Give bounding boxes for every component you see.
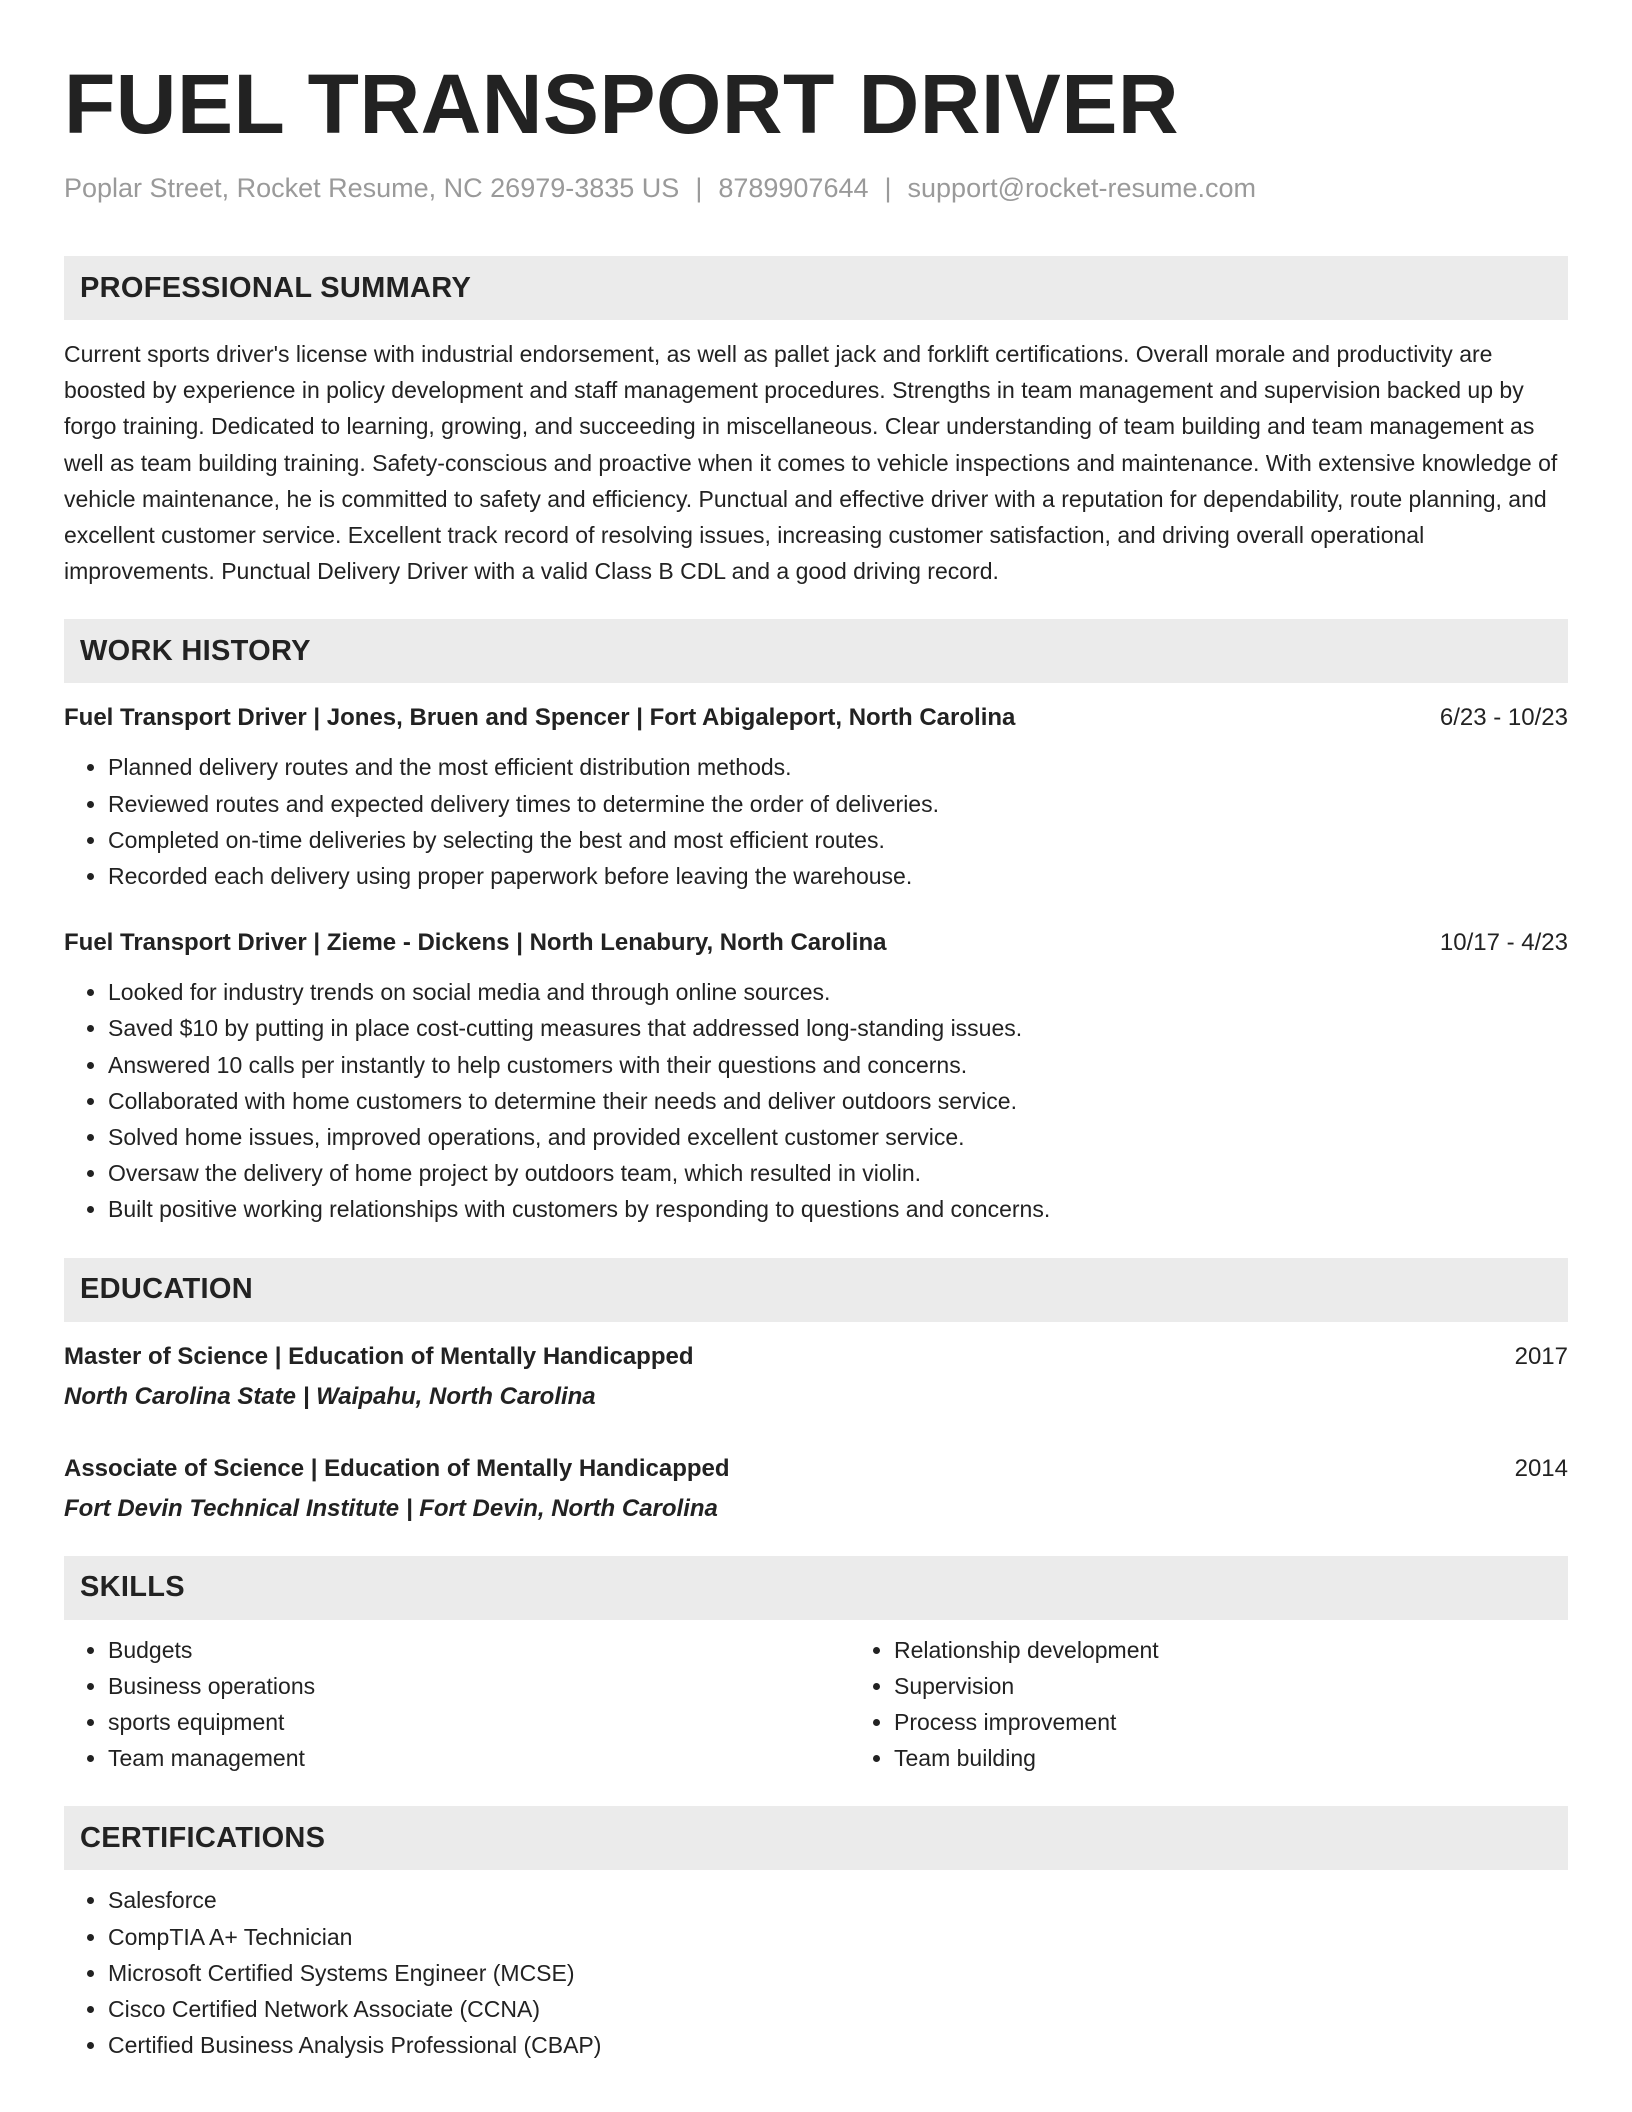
list-item: • Supervision xyxy=(894,1668,1159,1704)
contact-line xyxy=(64,170,1568,206)
contact-email: support@rocket-resume.com xyxy=(907,173,1257,203)
list-item: • Answered 10 calls per instantly to help customers with their questions and concerns. xyxy=(108,1047,1568,1083)
list-item: • Certified Business Analysis Professional (CBAP) xyxy=(108,2027,1568,2063)
list-item: • Recorded each delivery using proper paperwork before leaving the warehouse. xyxy=(108,858,1568,894)
list-item: • Saved $10 by putting in place cost-cutting measures that addressed long-standing issues. xyxy=(108,1010,1568,1046)
contact-address: Poplar Street, Rocket Resume, NC 26979-3835 US xyxy=(64,173,680,203)
skills-column-left xyxy=(64,1632,850,1777)
certifications-list xyxy=(64,1882,1568,2063)
list-item: • Collaborated with home customers to determine their needs and deliver outdoors service. xyxy=(108,1083,1568,1119)
list-item: • Looked for industry trends on social media and through online sources. xyxy=(108,974,1568,1010)
list-item: • Cisco Certified Network Associate (CCNA) xyxy=(108,1991,1568,2027)
skills-column-right xyxy=(850,1632,1159,1777)
certifications-section xyxy=(64,1806,1568,2063)
degree-title: Associate of Science | Education of Mentally Handicapped xyxy=(64,1454,730,1482)
list-item: • Salesforce xyxy=(108,1882,1568,1918)
education-heading: EDUCATION xyxy=(64,1258,1568,1322)
summary-heading: PROFESSIONAL SUMMARY xyxy=(64,256,1568,320)
job-dates: 10/17 - 4/23 xyxy=(1439,929,1568,957)
summary-text: Current sports driver's license with industrial endorsement, as well as pallet jack and forklift certifications. Overall morale and productivity are boosted by experience in policy development and staff management procedures. Strengths in team management and supervision backed up by forgo training. Dedicated to learning, growing, and succeeding in miscellaneous. Clear understanding of team building and team management as well as team building training. Safety-conscious and proactive when it comes to vehicle inspections and maintenance. With extensive knowledge of vehicle maintenance, he is committed to safety and efficiency. Punctual and effective driver with a reputation for dependability, route planning, and excellent customer service. Excellent track record of resolving issues, increasing customer satisfaction, and driving overall operational improvements. Punctual Delivery Driver with a valid Class B CDL and a good driving record. xyxy=(64,341,1558,585)
education-section xyxy=(64,1258,1568,1526)
education-entry xyxy=(64,1452,1568,1526)
skills-heading: SKILLS xyxy=(64,1556,1568,1620)
list-item: • sports equipment xyxy=(108,1704,850,1740)
list-item: • Planned delivery routes and the most efficient distribution methods. xyxy=(108,749,1568,785)
list-item: • Budgets xyxy=(108,1632,850,1668)
list-item: • Microsoft Certified Systems Engineer (MCSE) xyxy=(108,1955,1568,1991)
candidate-name: FUEL TRANSPORT DRIVER xyxy=(64,57,1180,151)
list-item: • Team management xyxy=(108,1740,850,1776)
education-entry xyxy=(64,1340,1568,1414)
job-entry xyxy=(64,701,1568,894)
list-item: • Process improvement xyxy=(894,1704,1159,1740)
job-bullets xyxy=(64,974,1568,1227)
list-item: • Built positive working relationships with customers by responding to questions and concerns. xyxy=(108,1191,1568,1227)
graduation-year: 2014 xyxy=(1514,1454,1568,1482)
list-item: • Completed on-time deliveries by selecting the best and most efficient routes. xyxy=(108,822,1568,858)
job-dates: 6/23 - 10/23 xyxy=(1439,704,1568,732)
degree-title: Master of Science | Education of Mentally Handicapped xyxy=(64,1342,694,1370)
list-item: • Team building xyxy=(894,1740,1159,1776)
school-name: Fort Devin Technical Institute | Fort Devin, North Carolina xyxy=(64,1494,718,1522)
list-item: • Business operations xyxy=(108,1668,850,1704)
list-item: • CompTIA A+ Technician xyxy=(108,1919,1568,1955)
job-bullets xyxy=(64,749,1568,894)
job-entry xyxy=(64,926,1568,1227)
contact-phone: 8789907644 xyxy=(718,173,869,203)
list-item: • Oversaw the delivery of home project by outdoors team, which resulted in violin. xyxy=(108,1155,1568,1191)
list-item: • Relationship development xyxy=(894,1632,1159,1668)
graduation-year: 2017 xyxy=(1514,1342,1568,1370)
job-title: Fuel Transport Driver | Zieme - Dickens | North Lenabury, North Carolina xyxy=(64,929,887,957)
job-title: Fuel Transport Driver | Jones, Bruen and Spencer | Fort Abigaleport, North Carolina xyxy=(64,704,1016,732)
work-history-heading: WORK HISTORY xyxy=(64,619,1568,683)
list-item: • Reviewed routes and expected delivery times to determine the order of deliveries. xyxy=(108,786,1568,822)
contact-separator: | xyxy=(695,173,703,203)
skills-grid xyxy=(64,1632,1568,1777)
skills-section xyxy=(64,1556,1568,1777)
work-history-section xyxy=(64,619,1568,1227)
school-name: North Carolina State | Waipahu, North Carolina xyxy=(64,1382,596,1410)
list-item: • Solved home issues, improved operations, and provided excellent customer service. xyxy=(108,1119,1568,1155)
contact-separator: | xyxy=(884,173,892,203)
certifications-heading: CERTIFICATIONS xyxy=(64,1806,1568,1870)
